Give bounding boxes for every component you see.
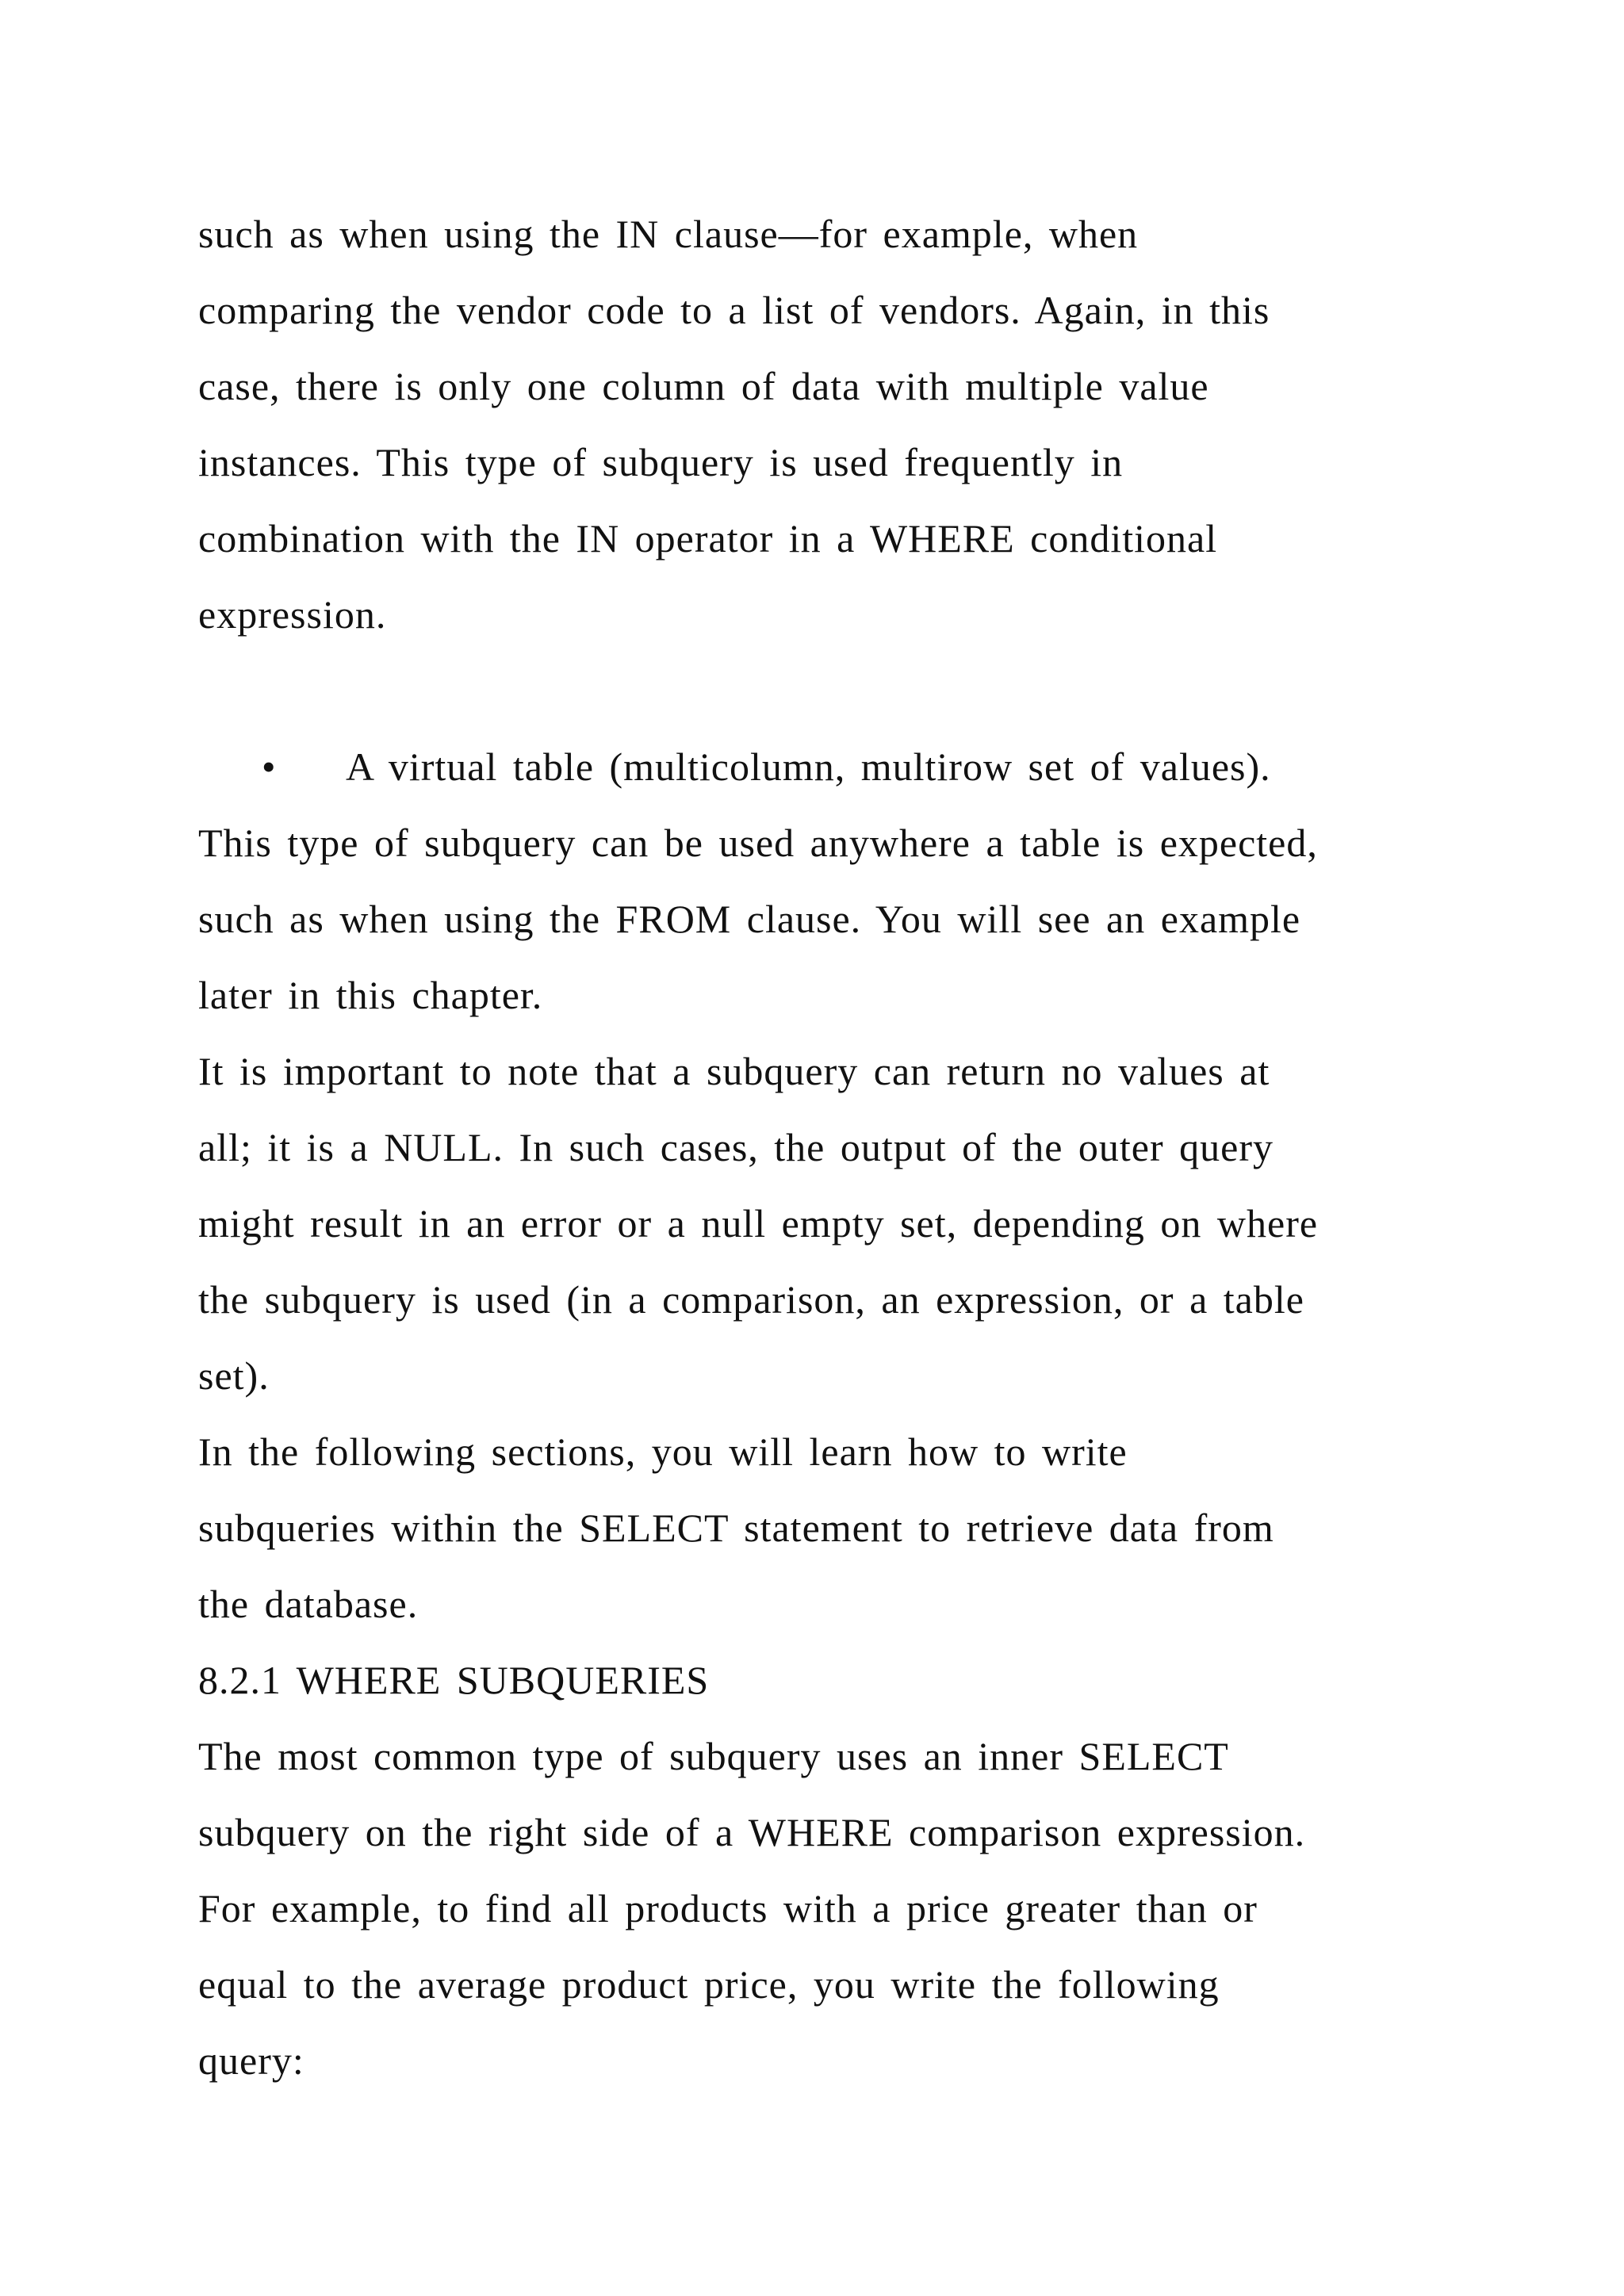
paragraph-null-subquery: [198, 1033, 1435, 1414]
text-line: might result in an error or a null empty set, depending on where: [198, 1201, 1319, 1246]
text-line: expression.: [198, 592, 387, 637]
text-line: set).: [198, 1353, 270, 1398]
paragraph-spacer: [198, 652, 1435, 729]
text-line: The most common type of subquery uses an inner SELECT: [198, 1734, 1229, 1778]
paragraph-following-sections: [198, 1414, 1435, 1642]
text-line: comparing the vendor code to a list of vendors. Again, in this: [198, 288, 1270, 332]
text-line: query:: [198, 2038, 304, 2083]
text-line: later in this chapter.: [198, 973, 543, 1017]
text-line: This type of subquery can be used anywhere a table is expected,: [198, 821, 1318, 865]
text-line: equal to the average product price, you write the following: [198, 1962, 1220, 2007]
text-line: the subquery is used (in a comparison, an expression, or a table: [198, 1277, 1304, 1322]
text-line: It is important to note that a subquery can return no values at: [198, 1049, 1270, 1093]
text-line: all; it is a NULL. In such cases, the output of the outer query: [198, 1125, 1274, 1169]
text-line: subquery on the right side of a WHERE comparison expression.: [198, 1810, 1306, 1854]
text-line: In the following sections, you will learn how to write: [198, 1429, 1128, 1474]
bullet-first-line: [198, 729, 1435, 805]
text-line: the database.: [198, 1582, 419, 1626]
bullet-text: A virtual table (multicolumn, multirow set of values).: [346, 744, 1271, 789]
text-line: subqueries within the SELECT statement to retrieve data from: [198, 1506, 1274, 1550]
text-line: For example, to find all products with a price greater than or: [198, 1886, 1258, 1931]
bullet-item-virtual-table: [198, 729, 1435, 1033]
text-line: instances. This type of subquery is used frequently in: [198, 440, 1124, 484]
paragraph-where-subqueries: [198, 1718, 1435, 2099]
paragraph-in-clause: [198, 196, 1435, 652]
bullet-icon: •: [262, 744, 277, 789]
text-line: case, there is only one column of data with multiple value: [198, 364, 1209, 408]
text-line: combination with the IN operator in a WHERE conditional: [198, 516, 1218, 561]
body-text: [198, 196, 1435, 2099]
text-line: such as when using the IN clause—for example, when: [198, 212, 1139, 256]
section-heading: 8.2.1 WHERE SUBQUERIES: [198, 1658, 710, 1702]
text-line: such as when using the FROM clause. You will see an example: [198, 897, 1301, 941]
